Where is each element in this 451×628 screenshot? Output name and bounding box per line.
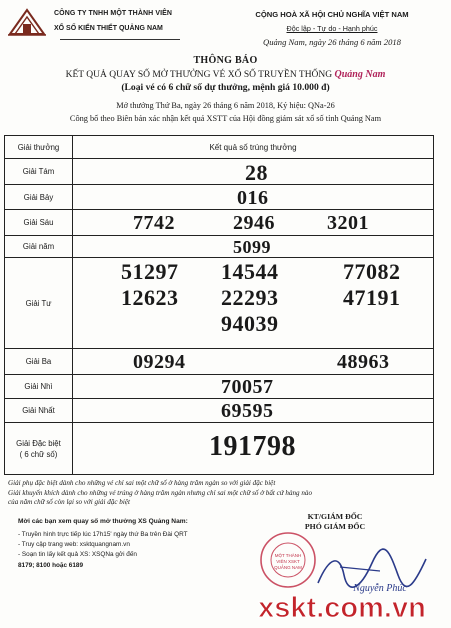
- winning-number: 22293: [221, 285, 279, 310]
- prize-result-cell: [73, 349, 433, 374]
- prize-row: [5, 374, 433, 398]
- prize-label: Giải Nhất: [5, 399, 73, 422]
- company-name-line2: XỔ SỐ KIẾN THIẾT QUẢNG NAM: [54, 25, 163, 32]
- prize-row: [5, 235, 433, 257]
- watermark-text: xskt.com.vn: [258, 592, 426, 624]
- svg-text:QUẢNG NAM: QUẢNG NAM: [274, 565, 302, 570]
- viewing-info: [18, 530, 188, 571]
- prize-row: [5, 422, 433, 474]
- winning-number: 47191: [343, 285, 401, 310]
- winning-number: 48963: [337, 351, 390, 373]
- prize-result-cell: [73, 210, 433, 235]
- company-name-line1: CÔNG TY TNHH MỘT THÀNH VIÊN: [54, 10, 173, 17]
- prize-row: [5, 398, 433, 422]
- prize-result-cell: [73, 399, 433, 422]
- prize-label: Giải năm: [5, 236, 73, 257]
- winning-number: 016: [237, 187, 269, 209]
- company-stamp-icon: [258, 530, 318, 590]
- prize-result-cell: [73, 423, 433, 474]
- note-line-3: của năm chữ số còn lại so với giải đặc biệt: [8, 498, 130, 507]
- prize-result-cell: [73, 159, 433, 184]
- nation-name: CỘNG HOÀ XÃ HỘI CHỦ NGHĨA VIỆT NAM: [255, 10, 409, 19]
- signature-role-2: PHÓ GIÁM ĐỐC: [304, 522, 366, 531]
- prize-result-cell: [73, 236, 433, 257]
- winning-number: 5099: [233, 237, 271, 257]
- prize-label: Giải Đặc biệt ( 6 chữ số): [5, 423, 73, 474]
- prize-result-cell: [73, 258, 433, 348]
- winning-number: 70057: [221, 376, 274, 398]
- prize-row: [5, 257, 433, 348]
- prize-row: [5, 158, 433, 184]
- prize-row: [5, 209, 433, 235]
- winning-number: 12623: [121, 285, 179, 310]
- winning-number: 2946: [233, 212, 275, 234]
- prize-label: Giải Tám: [5, 159, 73, 184]
- svg-text:MỘT THÀNH: MỘT THÀNH: [274, 553, 302, 558]
- winning-number: 77082: [343, 259, 401, 284]
- table-header-row: [5, 136, 433, 158]
- issue-date: Quảng Nam, ngày 26 tháng 6 năm 2018: [263, 37, 401, 47]
- winning-number: 94039: [221, 311, 279, 336]
- winning-number: 51297: [121, 259, 179, 284]
- prize-label: Giải Bảy: [5, 185, 73, 209]
- header-result: Kết quả số trúng thưởng: [209, 142, 297, 152]
- winning-number: 191798: [209, 431, 296, 462]
- winning-number: 14544: [221, 259, 279, 284]
- prize-result-cell: [73, 185, 433, 209]
- publish-info: Công bố theo Biên bản xác nhận kết quả XSTT của Hội đồng giám sát xổ số tỉnh Quảng Nam: [69, 114, 382, 123]
- province-name: Quảng Nam: [334, 69, 386, 80]
- header-prize: Giải thưởng: [5, 136, 73, 158]
- signer-name: Nguyễn Phúc: [353, 583, 407, 594]
- winning-number: 3201: [327, 212, 369, 234]
- prize-label: Giải Tư: [5, 258, 73, 348]
- web-info: - Truy cập trang web: xsktquangnam.vn: [18, 541, 130, 549]
- draw-info: Mở thưởng Thứ Ba, ngày 26 tháng 6 năm 2018, Ký hiệu: QNa-26: [116, 101, 335, 110]
- ticket-info: (Loại vé có 6 chữ số dự thưởng, mệnh giá 10.000 đ): [121, 82, 330, 93]
- prize-result-cell: [73, 375, 433, 398]
- signature-role-1: KT/GIÁM ĐỐC: [307, 512, 363, 521]
- sms-info: - Soạn tin lấy kết quả XS: XSQNa gởi đến: [18, 551, 137, 559]
- company-underline: [60, 39, 180, 40]
- notice-subtitle: [0, 69, 451, 80]
- notice-title: THÔNG BÁO: [193, 55, 258, 66]
- company-logo-icon: [6, 6, 48, 38]
- winning-number: 69595: [221, 400, 274, 422]
- prize-row: [5, 348, 433, 374]
- winning-number: 09294: [133, 351, 186, 373]
- prize-notes: [8, 479, 448, 508]
- viewing-info-heading: Mời các bạn xem quay số mở thưởng XS Quảng Nam:: [18, 518, 188, 525]
- winning-number: 7742: [133, 212, 175, 234]
- results-table: [4, 135, 434, 475]
- site-watermark: [236, 590, 448, 624]
- prize-label: Giải Nhì: [5, 375, 73, 398]
- note-line-2: Giải khuyến khích dành cho những vé trúng ở hàng trăm ngàn nhưng chỉ sai một chữ số ở bất cứ hàng nào: [8, 488, 313, 497]
- prize-row: [5, 184, 433, 209]
- national-motto: Độc lập - Tự do - Hạnh phúc: [286, 24, 378, 33]
- notice-subtitle-main: KẾT QUẢ QUAY SỐ MỞ THƯỞNG VÉ XỔ SỐ TRUYỀN THỐNG: [65, 70, 335, 80]
- winning-number: 28: [245, 160, 268, 185]
- sms-numbers: 8179; 8100 hoặc 6189: [18, 561, 84, 569]
- tv-info: - Truyền hình trực tiếp lúc 17h15' ngày thứ Ba trên Đài QRT: [18, 531, 188, 538]
- prize-label: Giải Ba: [5, 349, 73, 374]
- prize-label: Giải Sáu: [5, 210, 73, 235]
- svg-text:VIÊN XSKT: VIÊN XSKT: [276, 559, 300, 564]
- note-line-1: Giải phụ đặc biệt dành cho những vé chỉ sai một chữ số ở hàng trăm ngàn so với giải đặc biệt: [8, 479, 276, 487]
